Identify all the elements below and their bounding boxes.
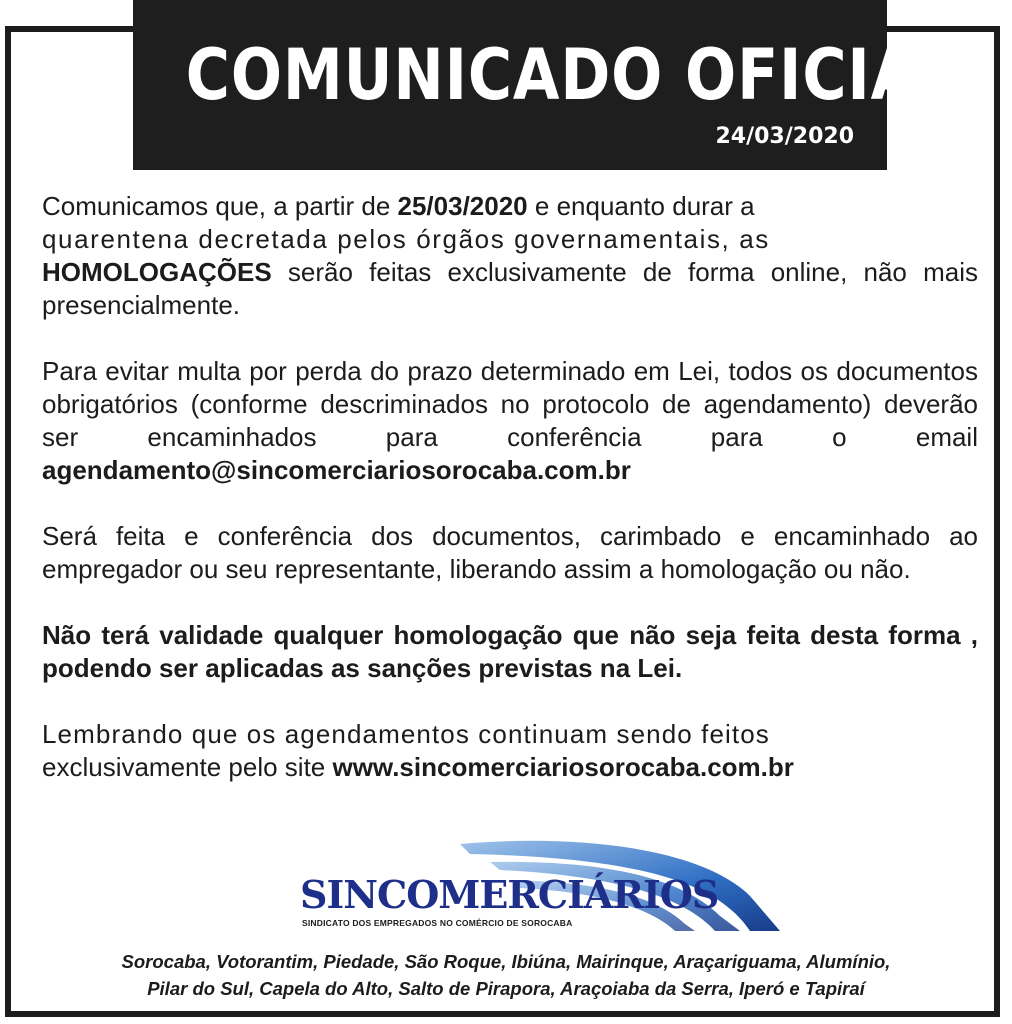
paragraph-scheduling <box>42 718 978 784</box>
paragraph5-line1: Lembrando que os agendamentos continuam sendo feitos <box>42 719 770 749</box>
logo-name: SINCOMERCIÁRIOS <box>300 872 719 917</box>
paragraph1-text-b: e enquanto durar a <box>527 191 755 221</box>
email-link[interactable]: agendamento@sincomerciariosorocaba.com.br <box>42 455 631 485</box>
paragraph-validity-warning: Não terá validade qualquer homologação que não seja feita desta forma , podendo ser aplicadas as sanções previstas na Lei. <box>42 620 978 683</box>
sincomerciarios-logo <box>300 836 800 936</box>
paragraph1-line2: quarentena decretada pelos órgãos governamentais, as <box>42 224 770 254</box>
paragraph1-text-a: Comunicamos que, a partir de <box>42 191 398 221</box>
paragraph-conferencia: Será feita e conferência dos documentos, carimbado e encaminhado ao empregador ou seu representante, liberando assim a homologação ou não. <box>42 521 978 584</box>
notice-title: COMUNICADO OFICIAL <box>185 34 958 116</box>
header-banner <box>133 0 958 170</box>
paragraph5-text: exclusivamente pelo site <box>42 752 333 782</box>
cities-line-1: Sorocaba, Votorantim, Piedade, São Roque, Ibiúna, Mairinque, Araçariguama, Alumínio, <box>121 951 891 972</box>
notice-date: 24/03/2020 <box>715 124 854 149</box>
paragraph2-text: Para evitar multa por perda do prazo determinado em Lei, todos os documentos obrigatórios (conforme descriminados no protocolo de agendamento) deverão ser encaminhados para conferência para o email <box>42 356 978 452</box>
homologacoes-word: HOMOLOGAÇÕES <box>42 257 272 287</box>
cities-list <box>40 948 972 1002</box>
cities-line-2: Pilar do Sul, Capela do Alto, Salto de Pirapora, Araçoiaba da Serra, Iperó e Tapiraí <box>147 978 865 999</box>
paragraph-documents <box>42 355 978 487</box>
start-date: 25/03/2020 <box>397 191 528 221</box>
paragraph-homologacoes <box>42 190 978 322</box>
logo-subtitle: SINDICATO DOS EMPREGADOS NO COMÉRCIO DE SOROCABA <box>302 918 573 928</box>
paragraph1-text-c: serão feitas exclusivamente de forma online, não mais presencialmente. <box>42 257 978 320</box>
notice-body <box>42 190 978 784</box>
site-link[interactable]: www.sincomerciariosorocaba.com.br <box>332 752 794 782</box>
